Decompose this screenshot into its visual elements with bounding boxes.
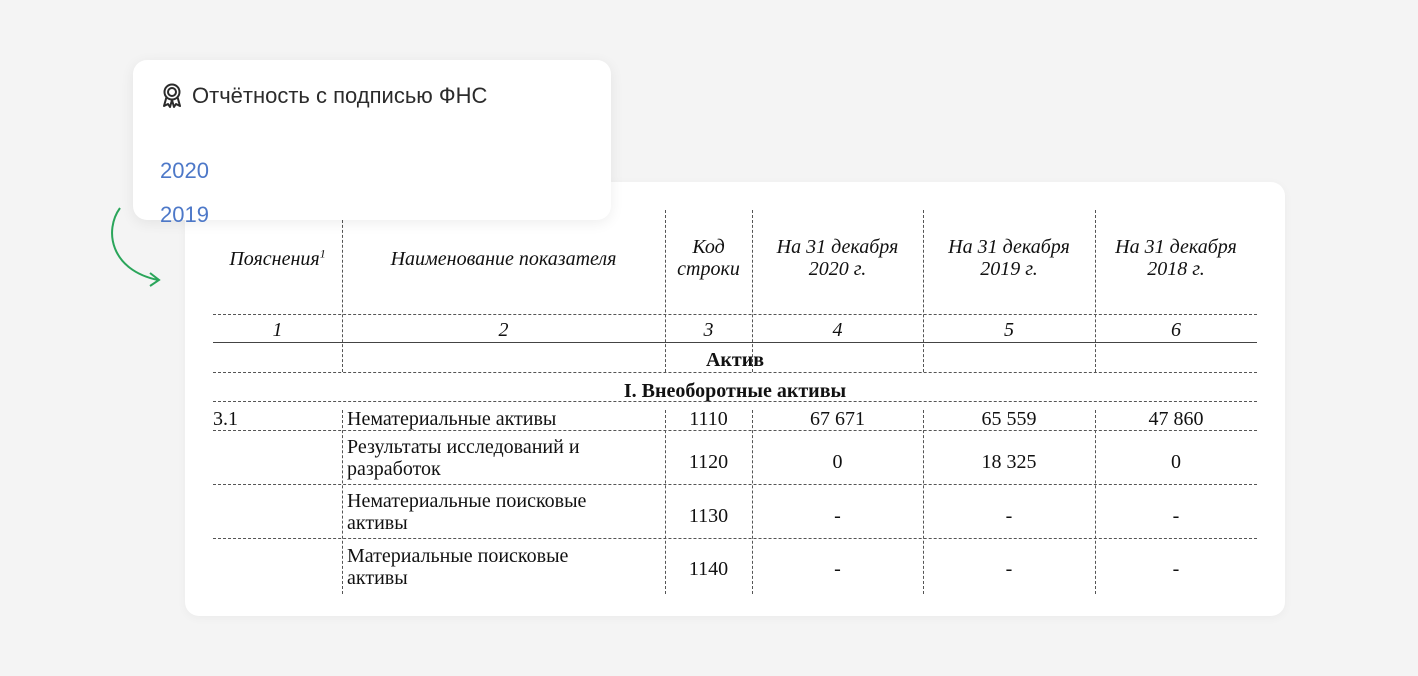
row-code: 1130 <box>688 505 729 527</box>
row-divider <box>213 314 1257 315</box>
row-value-2019: 18 325 <box>981 451 1037 473</box>
row-value-2018: - <box>1172 558 1180 580</box>
award-ribbon-icon <box>160 83 184 109</box>
row-code: 1110 <box>689 408 728 430</box>
column-divider <box>1095 210 1096 372</box>
row-value-2018: 47 860 <box>1148 408 1204 430</box>
row-code: 1140 <box>688 558 729 580</box>
row-divider <box>213 484 1257 485</box>
balance-sheet-table <box>213 210 1257 594</box>
row-value-2020: - <box>834 558 841 580</box>
row-divider <box>213 538 1257 539</box>
row-name: Результаты исследований и разработок <box>347 436 580 480</box>
row-name: Нематериальные активы <box>347 408 557 430</box>
column-number: 6 <box>1171 319 1181 341</box>
subsection-title: I. Внеоборотные активы <box>623 380 847 402</box>
column-divider <box>342 210 343 372</box>
reports-card-title <box>160 82 487 110</box>
row-value-2020: - <box>834 505 841 527</box>
row-divider <box>213 372 1257 373</box>
header-notes: Пояснения$^1$ <box>229 246 326 270</box>
row-value-2020: 67 671 <box>810 408 865 430</box>
reports-card <box>133 60 611 227</box>
row-name: Нематериальные поисковые активы <box>347 490 587 534</box>
row-value-2020: 0 <box>832 451 843 473</box>
column-divider <box>665 210 666 372</box>
row-divider <box>213 430 1257 431</box>
section-title: Актив <box>705 349 765 371</box>
header-line-code: Код строки <box>677 236 740 280</box>
column-divider <box>752 210 753 372</box>
row-value-2019: 65 559 <box>981 408 1037 430</box>
row-divider <box>213 342 1257 343</box>
row-value-2018: - <box>1172 505 1180 527</box>
row-note: 3.1 <box>213 408 238 430</box>
row-name: Материальные поисковые активы <box>347 545 569 589</box>
reports-card-title-text: Отчётность с подписью ФНС <box>192 83 488 108</box>
column-number: 3 <box>703 319 714 341</box>
header-2020: На 31 декабря 2020 г. <box>776 236 899 280</box>
header-indicator-name: Наименование показателя <box>390 248 617 270</box>
year-link-2020[interactable]: 2020 <box>160 158 209 183</box>
year-link-2019[interactable]: 2019 <box>160 202 209 227</box>
row-value-2019: - <box>1005 558 1013 580</box>
header-2019: На 31 декабря 2019 г. <box>948 236 1070 280</box>
header-2018: На 31 декабря 2018 г. <box>1115 236 1237 280</box>
column-number: 5 <box>1004 319 1014 341</box>
column-divider <box>342 410 343 594</box>
row-code: 1120 <box>688 451 729 473</box>
column-divider <box>923 210 924 372</box>
row-value-2019: - <box>1005 505 1013 527</box>
column-number: 4 <box>832 319 843 341</box>
row-value-2018: 0 <box>1171 451 1181 473</box>
column-number: 1 <box>272 319 283 341</box>
column-number: 2 <box>498 319 509 341</box>
